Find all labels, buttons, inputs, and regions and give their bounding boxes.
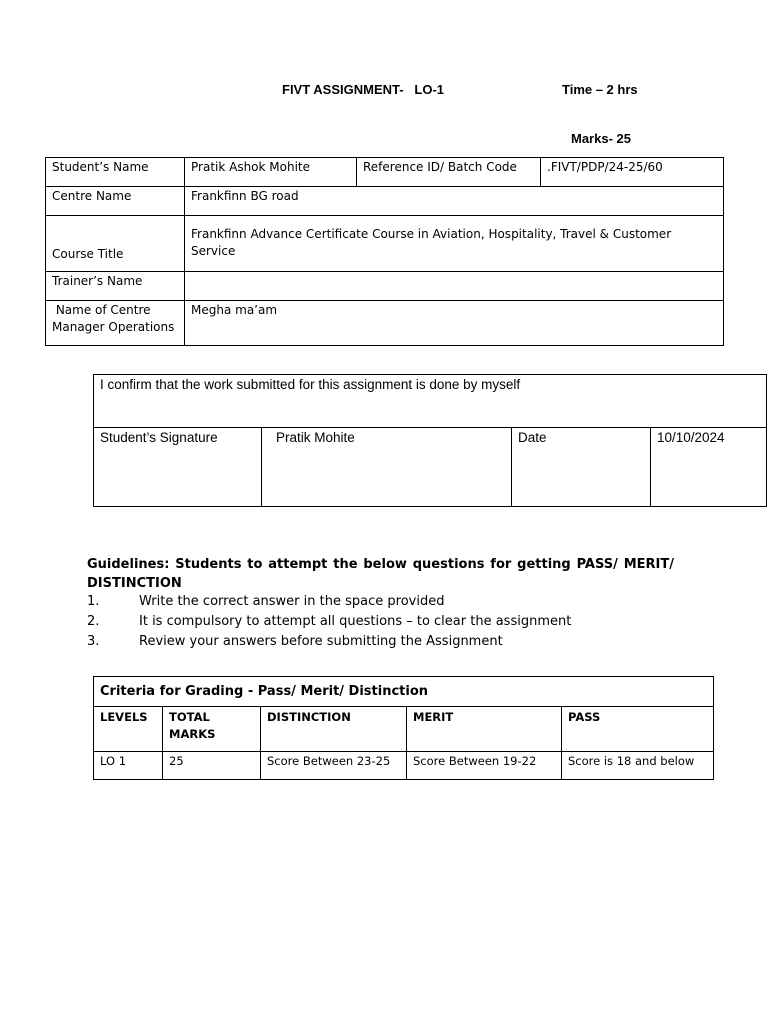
- cell-merit: Score Between 19-22: [407, 752, 562, 780]
- time-label: Time – 2 hrs: [562, 82, 638, 97]
- header-merit: MERIT: [407, 707, 562, 752]
- header-total-marks: TOTAL MARKS: [163, 707, 261, 752]
- reference-label: Reference ID/ Batch Code: [357, 158, 541, 187]
- student-name-label: Student’s Name: [46, 158, 185, 187]
- guidelines-heading-line2: DISTINCTION: [87, 576, 182, 591]
- reference-value: .FIVT/PDP/24-25/60: [541, 158, 724, 187]
- centre-name-label: Centre Name: [46, 187, 185, 216]
- header-distinction: DISTINCTION: [261, 707, 407, 752]
- cell-total-marks: 25: [163, 752, 261, 780]
- list-item: [87, 634, 687, 654]
- centre-manager-label: [46, 301, 185, 346]
- trainer-name-value: [185, 272, 724, 301]
- list-item-text: Write the correct answer in the space provided: [139, 594, 445, 609]
- course-title-label: Course Title: [46, 216, 185, 272]
- marks-label: Marks- 25: [571, 131, 631, 146]
- list-item-text: Review your answers before submitting the Assignment: [139, 634, 503, 649]
- student-info-table: [45, 157, 724, 346]
- centre-manager-label-line2: Manager Operations: [52, 320, 175, 334]
- header-levels: LEVELS: [94, 707, 163, 752]
- student-name-value: Pratik Ashok Mohite: [185, 158, 357, 187]
- signature-label: Student’s Signature: [94, 428, 262, 507]
- assignment-title: FIVT ASSIGNMENT- LO-1: [282, 82, 445, 97]
- list-item-number: 2.: [87, 614, 100, 629]
- confirmation-table: [93, 374, 767, 507]
- grading-title: Criteria for Grading - Pass/ Merit/ Distinction: [94, 677, 714, 707]
- cell-pass: Score is 18 and below: [562, 752, 714, 780]
- list-item: [87, 594, 687, 614]
- course-title-value: Frankfinn Advance Certificate Course in Aviation, Hospitality, Travel & Customer Service: [185, 216, 724, 272]
- guidelines-heading: [87, 555, 674, 593]
- confirmation-statement: I confirm that the work submitted for this assignment is done by myself: [94, 375, 767, 428]
- list-item-number: 3.: [87, 634, 100, 649]
- centre-name-value: Frankfinn BG road: [185, 187, 724, 216]
- table-row: [94, 752, 714, 780]
- guidelines-heading-line1: Guidelines: Students to attempt the below questions for getting PASS/ MERIT/: [87, 557, 674, 572]
- date-label: Date: [512, 428, 651, 507]
- cell-distinction: Score Between 23-25: [261, 752, 407, 780]
- date-value: 10/10/2024: [651, 428, 767, 507]
- centre-manager-value: Megha ma’am: [185, 301, 724, 346]
- signature-value: Pratik Mohite: [262, 428, 512, 507]
- list-item: [87, 614, 687, 634]
- grading-table: [93, 676, 714, 780]
- trainer-name-label: Trainer’s Name: [46, 272, 185, 301]
- guidelines-list: [87, 594, 687, 654]
- cell-level: LO 1: [94, 752, 163, 780]
- list-item-text: It is compulsory to attempt all questions – to clear the assignment: [139, 614, 572, 629]
- list-item-number: 1.: [87, 594, 100, 609]
- centre-manager-label-line1: Name of Centre: [52, 303, 151, 317]
- header-pass: PASS: [562, 707, 714, 752]
